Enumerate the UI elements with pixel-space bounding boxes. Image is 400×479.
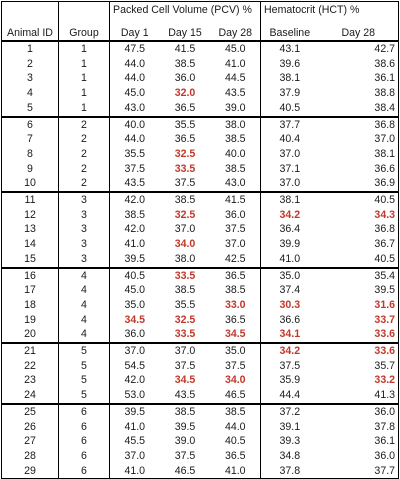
table-row: [2, 147, 399, 162]
cell-hct-baseline: 35.0: [261, 268, 319, 284]
cell-pcv-day1: 40.5: [110, 268, 160, 284]
cell-pcv-day1: 45.5: [124, 435, 146, 448]
cell-group: 6: [59, 420, 110, 435]
cell-group: 1: [59, 86, 110, 101]
cell-animal-id: 7: [2, 132, 59, 147]
cell-pcv-day15: 32.0: [174, 87, 196, 100]
cell-pcv-day1: 42.0: [124, 223, 146, 236]
pcv-group-header: Packed Cell Volume (PCV) %: [110, 2, 261, 27]
cell-pcv-day15: 46.5: [174, 464, 196, 477]
cell-animal-id: 26: [2, 420, 59, 435]
cell-hct-baseline: 36.6: [279, 313, 301, 326]
cell-pcv-day28: 35.0: [211, 343, 261, 359]
cell-group: 5: [59, 359, 110, 374]
table-row: [2, 343, 399, 359]
cell-hct-baseline: 39.9: [279, 238, 301, 251]
cell-hct-day28: 33.6: [374, 328, 396, 341]
cell-animal-id: 3: [2, 71, 59, 86]
cell-pcv-day15: 37.5: [174, 177, 196, 190]
cell-hct-baseline: 35.9: [279, 374, 301, 387]
cell-pcv-day15: 39.0: [174, 435, 196, 448]
cell-group: 1: [59, 101, 110, 117]
cell-group: 2: [59, 132, 110, 147]
col-header-animal-id: Animal ID: [2, 26, 59, 41]
table-row: [2, 283, 399, 298]
cell-pcv-day1: 37.5: [124, 162, 146, 175]
cell-group: 4: [59, 327, 110, 343]
cell-pcv-day28: 41.0: [211, 464, 261, 479]
cell-pcv-day15: 37.0: [174, 223, 196, 236]
table-row: [2, 359, 399, 374]
cell-pcv-day15: 37.5: [174, 449, 196, 462]
table-row: [2, 208, 399, 223]
table-row: [2, 71, 399, 86]
cell-hct-baseline: 37.1: [279, 162, 301, 175]
cell-animal-id: 23: [2, 373, 59, 388]
cell-pcv-day15: 38.5: [160, 404, 211, 420]
cell-pcv-day28: 36.5: [211, 268, 261, 284]
cell-pcv-day15: 36.5: [174, 133, 196, 146]
cell-hct-day28: 38.1: [374, 147, 396, 160]
table-row: [2, 268, 399, 284]
cell-hct-day28: 36.9: [374, 177, 396, 190]
cell-group: 2: [59, 117, 110, 133]
cell-hct-day28: 37.7: [374, 464, 396, 477]
header-row-columns: [2, 26, 399, 41]
header-row-groups: [2, 2, 399, 27]
cell-hct-day28: 37.8: [374, 420, 396, 433]
cell-animal-id: 14: [2, 237, 59, 252]
table-row: [2, 313, 399, 328]
cell-hct-baseline: 40.5: [279, 101, 301, 114]
cell-hct-baseline: 39.3: [279, 435, 301, 448]
cell-hct-baseline: 30.3: [279, 298, 301, 311]
cell-pcv-day28: 41.5: [211, 192, 261, 208]
cell-hct-baseline: 34.8: [279, 449, 301, 462]
cell-hct-day28: 33.2: [374, 374, 396, 387]
cell-pcv-day1: 36.0: [124, 328, 146, 341]
cell-pcv-day15: 35.5: [174, 298, 196, 311]
cell-pcv-day15: 38.5: [160, 192, 211, 208]
cell-pcv-day1: 45.0: [124, 87, 146, 100]
cell-group: 1: [59, 57, 110, 72]
cell-pcv-day28: 38.5: [211, 283, 261, 298]
table-body: [2, 41, 399, 479]
cell-animal-id: 13: [2, 222, 59, 237]
cell-pcv-day15: 33.5: [160, 268, 211, 284]
table-row: [2, 86, 399, 101]
cell-animal-id: 5: [2, 101, 59, 117]
cell-pcv-day1: 37.0: [124, 449, 146, 462]
cell-group: 1: [59, 71, 110, 86]
cell-hct-baseline: 37.0: [279, 177, 301, 190]
cell-hct-day28: 36.6: [374, 162, 396, 175]
cell-animal-id: 22: [2, 359, 59, 374]
table-row: [2, 420, 399, 435]
cell-hct-day28: 36.0: [319, 404, 399, 420]
cell-group: 5: [59, 388, 110, 404]
table-row: [2, 449, 399, 464]
cell-pcv-day28: 37.5: [211, 222, 261, 237]
cell-hct-baseline: 38.1: [261, 192, 319, 208]
cell-pcv-day1: 41.0: [124, 464, 146, 477]
cell-pcv-day15: 34.0: [174, 238, 196, 251]
cell-pcv-day28: 34.5: [211, 327, 261, 343]
hct-group-header: Hematocrit (HCT) %: [264, 4, 360, 16]
cell-group: 6: [59, 434, 110, 449]
cell-animal-id: 18: [2, 298, 59, 313]
cell-group: 6: [59, 449, 110, 464]
cell-pcv-day15: 41.5: [174, 43, 196, 55]
cell-animal-id: 2: [2, 57, 59, 72]
cell-group: 3: [59, 192, 110, 208]
cell-hct-baseline: 38.1: [279, 72, 301, 85]
cell-pcv-day28: 44.5: [211, 71, 261, 86]
pcv-hct-table: [1, 1, 399, 479]
cell-pcv-day1: 41.0: [124, 420, 146, 433]
cell-pcv-day15: 37.5: [174, 359, 196, 372]
cell-hct-baseline: 37.0: [279, 147, 301, 160]
cell-group: 3: [59, 237, 110, 252]
cell-hct-day28: 36.7: [374, 238, 396, 251]
cell-pcv-day15: 39.5: [174, 420, 196, 433]
cell-animal-id: 11: [2, 192, 59, 208]
table-row: [2, 117, 399, 133]
cell-hct-baseline: 41.0: [279, 252, 301, 265]
cell-pcv-day15: 36.0: [174, 72, 196, 85]
cell-group: 3: [59, 222, 110, 237]
table-row: [2, 192, 399, 208]
cell-group: 6: [59, 464, 110, 479]
cell-pcv-day1: 39.5: [110, 404, 160, 420]
cell-animal-id: 9: [2, 162, 59, 177]
table-row: [2, 252, 399, 268]
cell-pcv-day28: 38.5: [211, 132, 261, 147]
cell-pcv-day1: 44.0: [124, 72, 146, 85]
cell-animal-id: 27: [2, 434, 59, 449]
cell-animal-id: 24: [2, 388, 59, 404]
cell-pcv-day1: 43.5: [124, 177, 146, 190]
cell-hct-day28: 40.5: [319, 192, 399, 208]
cell-pcv-day1: 38.5: [124, 208, 146, 221]
cell-group: 3: [59, 208, 110, 223]
cell-hct-baseline: 37.9: [279, 87, 301, 100]
cell-pcv-day1: 53.0: [124, 389, 146, 402]
cell-animal-id: 17: [2, 283, 59, 298]
cell-pcv-day1: 34.5: [124, 313, 146, 326]
cell-group: 2: [59, 147, 110, 162]
cell-pcv-day28: 36.0: [211, 208, 261, 223]
cell-pcv-day1: 44.0: [124, 57, 146, 70]
cell-animal-id: 6: [2, 117, 59, 133]
cell-pcv-day15: 37.0: [160, 343, 211, 359]
table-row: [2, 327, 399, 343]
table-row: [2, 464, 399, 479]
cell-pcv-day1: 35.0: [124, 298, 146, 311]
col-header-pcv-day1: Day 1: [110, 26, 160, 41]
table-row: [2, 434, 399, 449]
cell-pcv-day15: 33.5: [174, 162, 196, 175]
cell-group: 4: [59, 298, 110, 313]
cell-group: 3: [59, 252, 110, 268]
cell-pcv-day28: 33.0: [211, 298, 261, 313]
cell-pcv-day28: 38.5: [211, 162, 261, 177]
cell-group: 6: [59, 404, 110, 420]
cell-pcv-day15: 32.5: [174, 313, 196, 326]
cell-pcv-day28: 42.5: [211, 252, 261, 268]
cell-group: 1: [59, 41, 110, 57]
cell-pcv-day15: 38.5: [174, 284, 196, 297]
cell-pcv-day1: 42.0: [124, 374, 146, 387]
table-row: [2, 162, 399, 177]
cell-pcv-day28: 38.0: [211, 117, 261, 133]
cell-pcv-day28: 45.0: [211, 41, 261, 57]
cell-hct-day28: 36.1: [374, 72, 396, 85]
cell-pcv-day28: 43.5: [211, 86, 261, 101]
cell-group: 5: [59, 343, 110, 359]
cell-animal-id: 15: [2, 252, 59, 268]
col-header-pcv-day28: Day 28: [211, 26, 261, 41]
cell-pcv-day1: 35.5: [124, 147, 146, 160]
cell-pcv-day28: 37.5: [211, 359, 261, 374]
cell-pcv-day1: 54.5: [124, 359, 146, 372]
cell-hct-baseline: 37.4: [279, 284, 301, 297]
cell-pcv-day1: 41.0: [124, 238, 146, 251]
cell-pcv-day28: 37.0: [211, 237, 261, 252]
cell-hct-day28: 36.8: [319, 117, 399, 133]
col-header-hct-day28: Day 28: [319, 26, 399, 41]
header-blank-group: [59, 2, 110, 27]
cell-hct-baseline: 34.2: [279, 208, 301, 221]
cell-hct-day28: 36.1: [374, 435, 396, 448]
col-header-hct-baseline: Baseline: [261, 26, 319, 41]
cell-group: 2: [59, 162, 110, 177]
cell-animal-id: 19: [2, 313, 59, 328]
cell-pcv-day1: 44.0: [124, 133, 146, 146]
cell-hct-day28: 35.7: [374, 359, 396, 372]
header-blank-id: [2, 2, 59, 27]
cell-animal-id: 8: [2, 147, 59, 162]
cell-pcv-day1: 37.0: [110, 343, 160, 359]
cell-pcv-day15: 32.5: [174, 147, 196, 160]
cell-hct-baseline: 43.1: [279, 43, 301, 55]
cell-pcv-day28: 41.0: [211, 57, 261, 72]
cell-pcv-day28: 38.5: [211, 404, 261, 420]
cell-pcv-day1: 45.0: [124, 284, 146, 297]
cell-pcv-day28: 36.5: [211, 449, 261, 464]
cell-group: 4: [59, 268, 110, 284]
cell-hct-day28: 37.0: [374, 133, 396, 146]
cell-pcv-day15: 34.5: [174, 374, 196, 387]
cell-hct-day28: 41.3: [374, 389, 396, 402]
cell-pcv-day15: 43.5: [174, 389, 196, 402]
cell-pcv-day28: 40.5: [211, 434, 261, 449]
table-row: [2, 176, 399, 192]
table-row: [2, 132, 399, 147]
table-row: [2, 222, 399, 237]
cell-pcv-day15: 38.5: [174, 57, 196, 70]
cell-animal-id: 16: [2, 268, 59, 284]
cell-hct-day28: 36.8: [374, 223, 396, 236]
cell-hct-baseline: 37.8: [279, 464, 301, 477]
cell-animal-id: 4: [2, 86, 59, 101]
cell-hct-baseline: 37.2: [261, 404, 319, 420]
table-row: [2, 57, 399, 72]
cell-pcv-day1: 39.5: [124, 252, 146, 265]
cell-pcv-day15: 32.5: [174, 208, 196, 221]
cell-hct-day28: 40.5: [374, 252, 396, 265]
cell-hct-day28: 38.4: [374, 101, 396, 114]
cell-hct-day28: 38.6: [374, 57, 396, 70]
cell-hct-baseline: 44.4: [279, 389, 301, 402]
cell-animal-id: 1: [2, 41, 59, 57]
cell-pcv-day1: 43.0: [124, 101, 146, 114]
table-row: [2, 373, 399, 388]
cell-animal-id: 25: [2, 404, 59, 420]
cell-pcv-day28: 43.0: [211, 176, 261, 192]
cell-hct-day28: 39.5: [374, 284, 396, 297]
table-row: [2, 404, 399, 420]
cell-pcv-day1: 47.5: [124, 43, 146, 55]
cell-hct-baseline: 39.6: [279, 57, 301, 70]
cell-animal-id: 12: [2, 208, 59, 223]
table-row: [2, 237, 399, 252]
cell-pcv-day15: 35.5: [160, 117, 211, 133]
cell-pcv-day28: 36.5: [211, 313, 261, 328]
cell-hct-baseline: 34.1: [279, 328, 301, 341]
cell-hct-baseline: 37.7: [261, 117, 319, 133]
cell-animal-id: 29: [2, 464, 59, 479]
cell-animal-id: 28: [2, 449, 59, 464]
cell-animal-id: 20: [2, 327, 59, 343]
cell-animal-id: 21: [2, 343, 59, 359]
cell-hct-baseline: 34.2: [261, 343, 319, 359]
cell-pcv-day15: 38.0: [174, 252, 196, 265]
cell-hct-baseline: 39.1: [279, 420, 301, 433]
cell-hct-day28: 42.7: [374, 43, 396, 55]
cell-hct-baseline: 37.5: [279, 359, 301, 372]
cell-group: 2: [59, 176, 110, 192]
cell-hct-day28: 34.3: [374, 208, 396, 221]
cell-hct-day28: 35.4: [319, 268, 399, 284]
cell-hct-day28: 38.8: [374, 87, 396, 100]
cell-pcv-day28: 34.0: [211, 373, 261, 388]
cell-hct-baseline: 40.4: [279, 133, 301, 146]
col-header-pcv-day15: Day 15: [160, 26, 211, 41]
cell-group: 5: [59, 373, 110, 388]
cell-animal-id: 10: [2, 176, 59, 192]
cell-group: 4: [59, 313, 110, 328]
cell-hct-day28: 31.6: [374, 298, 396, 311]
table-row: [2, 41, 399, 57]
cell-group: 4: [59, 283, 110, 298]
cell-pcv-day1: 42.0: [110, 192, 160, 208]
cell-hct-baseline: 36.4: [279, 223, 301, 236]
cell-hct-day28: 33.7: [374, 313, 396, 326]
cell-pcv-day28: 39.0: [211, 101, 261, 117]
table-row: [2, 388, 399, 404]
table-row: [2, 298, 399, 313]
col-header-group: Group: [59, 26, 110, 41]
cell-pcv-day28: 40.0: [211, 147, 261, 162]
cell-pcv-day15: 33.5: [174, 328, 196, 341]
cell-hct-day28: 36.0: [374, 449, 396, 462]
cell-hct-day28: 33.6: [319, 343, 399, 359]
table-row: [2, 101, 399, 117]
cell-pcv-day28: 46.5: [211, 388, 261, 404]
cell-pcv-day1: 40.0: [110, 117, 160, 133]
cell-pcv-day28: 44.0: [211, 420, 261, 435]
cell-pcv-day15: 36.5: [174, 101, 196, 114]
